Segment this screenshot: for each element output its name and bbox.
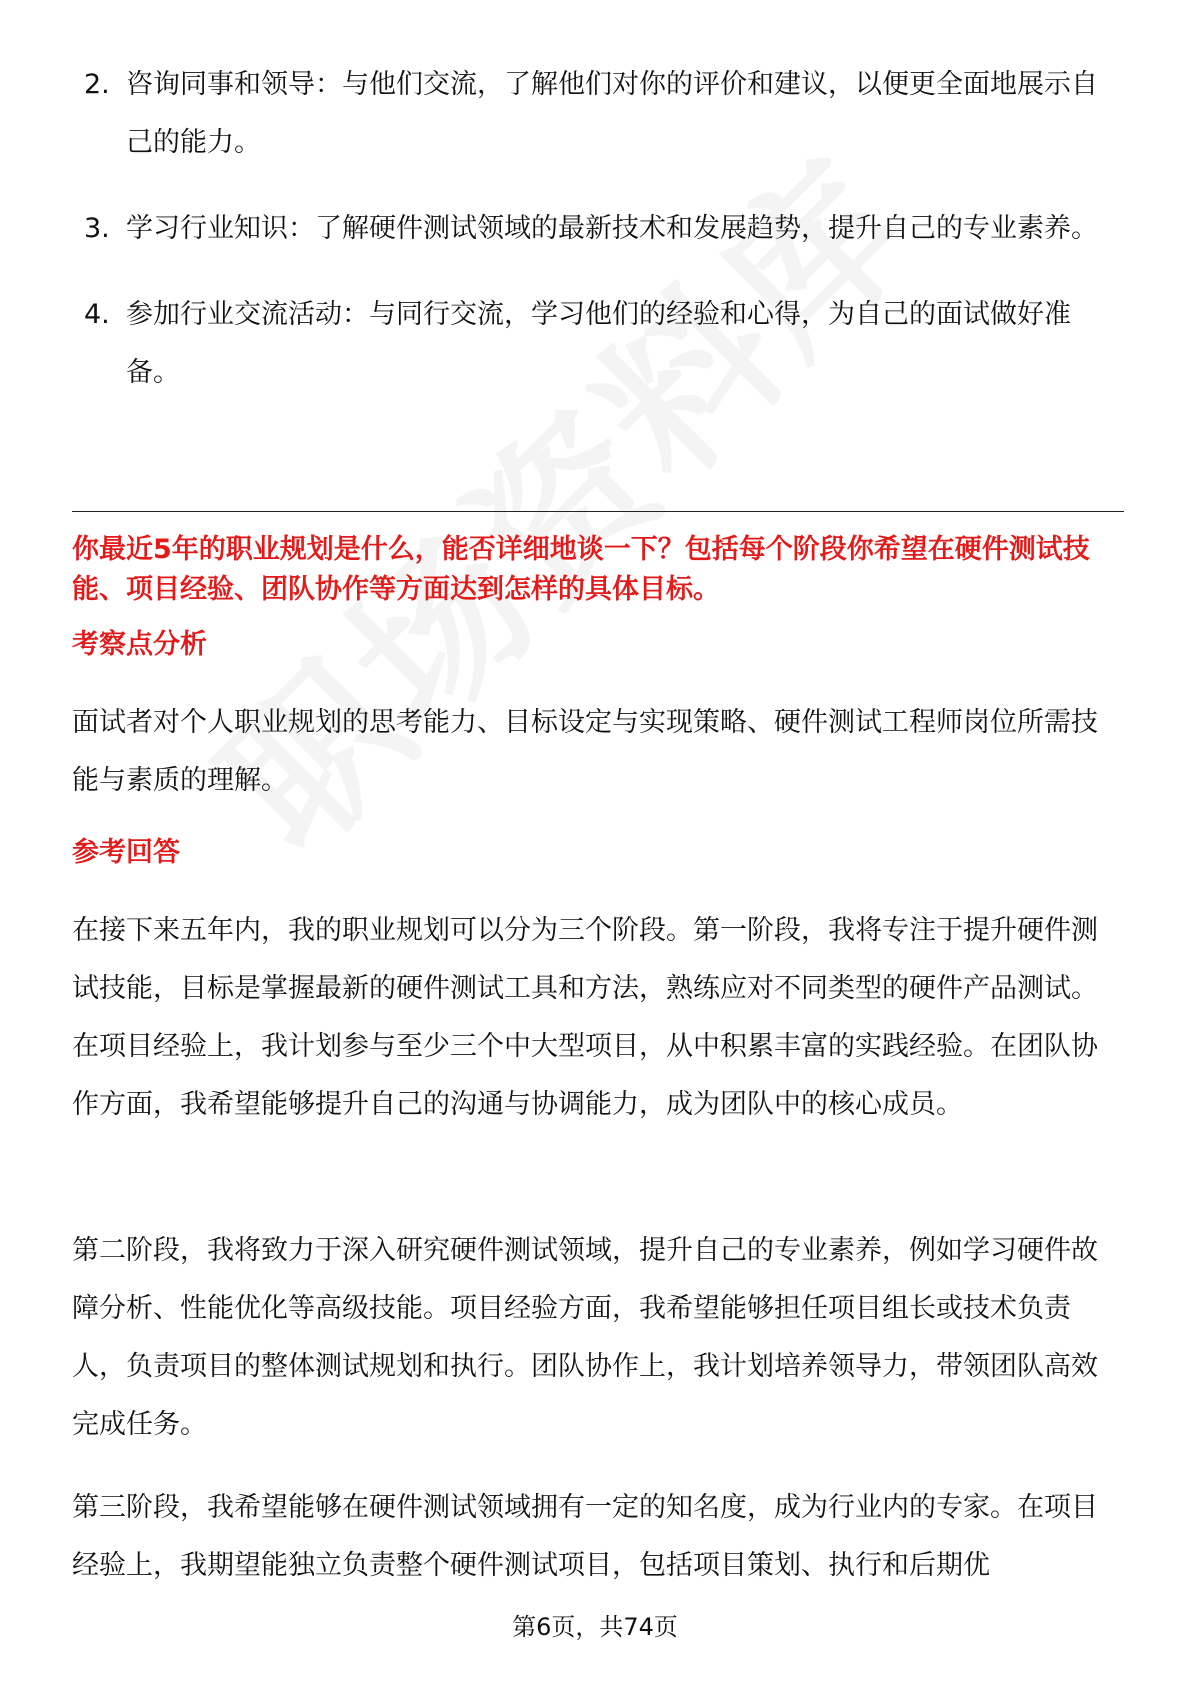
interview-question: 你最近5年的职业规划是什么，能否详细地谈一下？包括每个阶段你希望在硬件测试技能、项目经验、团队协作等方面达到怎样的具体目标。 (72, 534, 1090, 605)
page-footer: 第6页，共74页 (512, 1613, 678, 1641)
list-number: 3. (84, 213, 110, 244)
analysis-text: 面试者对个人职业规划的思考能力、目标设定与实现策略、硬件测试工程师岗位所需技能与素质的理解。 (72, 707, 1098, 796)
section-divider (72, 511, 1124, 512)
list-item (84, 286, 1124, 402)
list-text: 学习行业知识：了解硬件测试领域的最新技术和发展趋势，提升自己的专业素养。 (126, 213, 1098, 244)
answer-paragraph-2: 第二阶段，我将致力于深入研究硬件测试领域，提升自己的专业素养，例如学习硬件故障分析、性能优化等高级技能。项目经验方面，我希望能够担任项目组长或技术负责人，负责项目的整体测试规划和执行。团队协作上，我计划培养领导力，带领团队高效完成任务。 (72, 1235, 1098, 1440)
answer-paragraph-1: 在接下来五年内，我的职业规划可以分为三个阶段。第一阶段，我将专注于提升硬件测试技能，目标是掌握最新的硬件测试工具和方法，熟练应对不同类型的硬件产品测试。在项目经验上，我计划参与至少三个中大型项目，从中积累丰富的实践经验。在团队协作方面，我希望能够提升自己的沟通与协调能力，成为团队中的核心成员。 (72, 915, 1098, 1120)
answer-paragraph-3: 第三阶段，我希望能够在硬件测试领域拥有一定的知名度，成为行业内的专家。在项目经验上，我期望能独立负责整个硬件测试项目，包括项目策划、执行和后期优 (72, 1492, 1098, 1581)
list-item (84, 200, 1124, 258)
list-item (84, 56, 1124, 172)
analysis-heading: 考察点分析 (72, 629, 207, 660)
list-number: 4. (84, 299, 110, 330)
answer-heading: 参考回答 (72, 837, 180, 868)
list-text: 参加行业交流活动：与同行交流，学习他们的经验和心得，为自己的面试做好准备。 (126, 299, 1071, 388)
list-text: 咨询同事和领导：与他们交流，了解他们对你的评价和建议，以便更全面地展示自己的能力。 (126, 69, 1098, 158)
list-number: 2. (84, 69, 110, 100)
tips-list (84, 56, 1124, 430)
